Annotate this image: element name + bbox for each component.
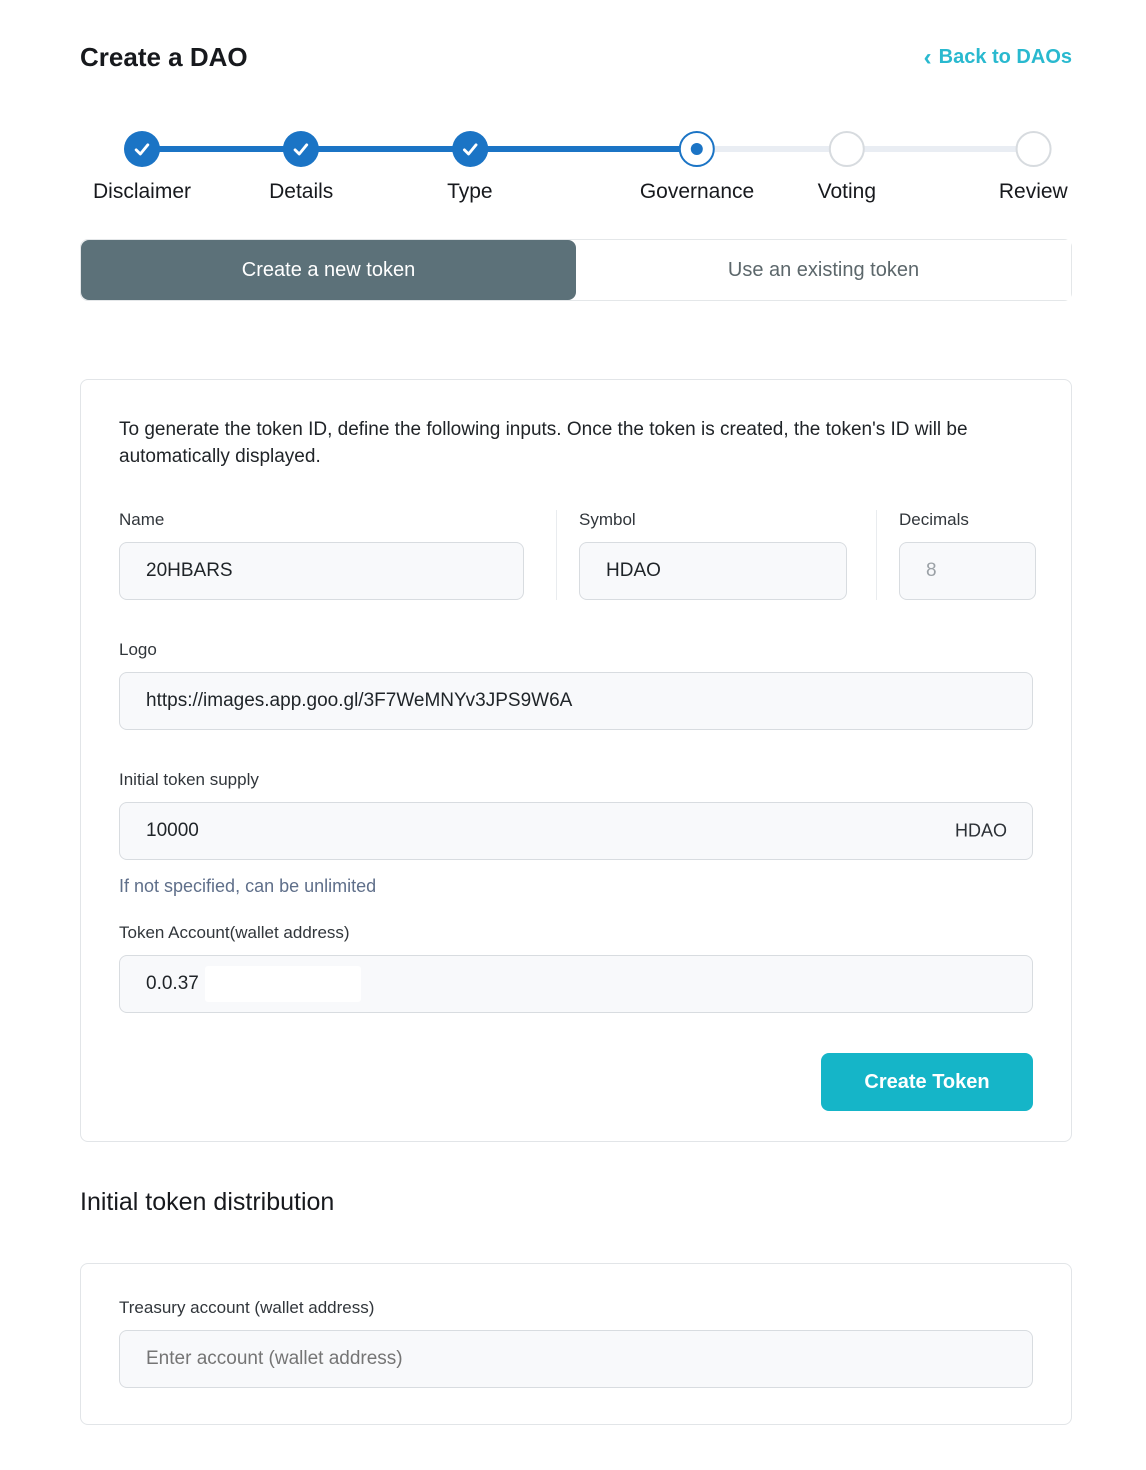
back-to-daos-label: Back to DAOs bbox=[938, 46, 1072, 68]
decimals-input bbox=[899, 542, 1036, 600]
check-icon bbox=[132, 139, 152, 159]
token-account-label: Token Account(wallet address) bbox=[119, 923, 350, 942]
treasury-input[interactable] bbox=[119, 1330, 1033, 1388]
stepper-progress bbox=[142, 146, 697, 152]
tab-create-new-token[interactable]: Create a new token bbox=[81, 240, 576, 300]
logo-field bbox=[119, 640, 1033, 730]
treasury-label: Treasury account (wallet address) bbox=[119, 1298, 375, 1317]
symbol-input[interactable] bbox=[579, 542, 847, 600]
supply-input-wrap bbox=[119, 790, 1033, 860]
step-label: Disclaimer bbox=[92, 180, 192, 203]
step-disclaimer[interactable] bbox=[93, 131, 191, 204]
stepper bbox=[80, 131, 1072, 231]
token-form-intro: To generate the token ID, define the following inputs. Once the token is created, the token's ID will be automatically displayed. bbox=[119, 419, 968, 467]
page-header bbox=[80, 42, 1072, 73]
create-token-button[interactable]: Create Token bbox=[821, 1053, 1033, 1111]
step-upcoming-dot bbox=[1015, 131, 1051, 167]
check-icon bbox=[291, 139, 311, 159]
step-details[interactable] bbox=[269, 131, 333, 204]
logo-label: Logo bbox=[119, 640, 157, 659]
step-upcoming-dot bbox=[829, 131, 865, 167]
step-governance[interactable] bbox=[640, 131, 754, 204]
token-basic-fields bbox=[119, 510, 1033, 600]
name-label: Name bbox=[119, 510, 165, 529]
distribution-card bbox=[80, 1263, 1072, 1425]
logo-input[interactable] bbox=[119, 672, 1033, 730]
step-complete-dot bbox=[283, 131, 319, 167]
step-complete-dot bbox=[452, 131, 488, 167]
chevron-left-icon: ‹ bbox=[923, 43, 932, 71]
distribution-heading: Initial token distribution bbox=[80, 1188, 335, 1216]
supply-field bbox=[119, 770, 1033, 897]
page-title: Create a DAO bbox=[80, 42, 248, 72]
step-review[interactable] bbox=[999, 131, 1068, 204]
decimals-field-col bbox=[876, 510, 1036, 600]
token-source-tabs bbox=[80, 239, 1072, 301]
symbol-label: Symbol bbox=[579, 510, 636, 529]
supply-suffix: HDAO bbox=[954, 820, 1007, 841]
create-dao-page bbox=[80, 0, 1072, 1425]
name-field-col bbox=[119, 510, 556, 600]
back-to-daos-link[interactable] bbox=[923, 43, 1072, 71]
token-form-actions bbox=[119, 1053, 1033, 1111]
supply-helper-text: If not specified, can be unlimited bbox=[119, 876, 377, 896]
step-label: Voting bbox=[817, 180, 877, 203]
name-input[interactable] bbox=[119, 542, 524, 600]
step-label: Type bbox=[447, 180, 493, 203]
step-label: Governance bbox=[639, 180, 755, 203]
token-account-field bbox=[119, 923, 1033, 1013]
decimals-label: Decimals bbox=[899, 510, 969, 529]
supply-input[interactable] bbox=[119, 802, 1033, 860]
symbol-field-col bbox=[556, 510, 876, 600]
step-current-dot bbox=[679, 131, 715, 167]
token-account-input-wrap bbox=[119, 943, 1033, 1013]
step-label: Review bbox=[998, 180, 1068, 203]
redaction-overlay bbox=[205, 966, 361, 1002]
check-icon bbox=[460, 139, 480, 159]
step-voting[interactable] bbox=[818, 131, 876, 204]
step-complete-dot bbox=[124, 131, 160, 167]
step-type[interactable] bbox=[447, 131, 493, 204]
supply-label: Initial token supply bbox=[119, 770, 259, 789]
tab-use-existing-token[interactable]: Use an existing token bbox=[576, 240, 1071, 300]
step-label: Details bbox=[269, 180, 334, 203]
token-form-card bbox=[80, 379, 1072, 1142]
